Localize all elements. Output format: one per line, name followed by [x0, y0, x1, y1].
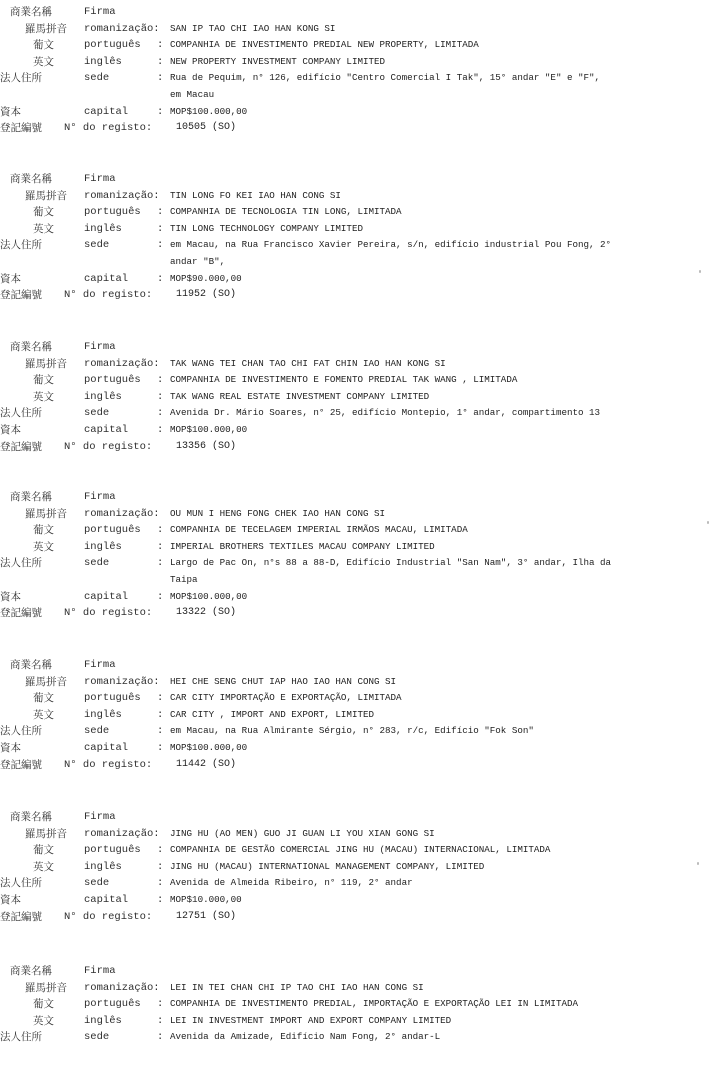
ingles-label-cjk: 英文 — [33, 860, 54, 873]
capital-label: capital — [84, 894, 129, 906]
colon: : — [157, 105, 164, 118]
romanizacao-value: HEI CHE SENG CHUT IAP HAO IAO HAN CONG SI — [170, 675, 397, 687]
capital-label-cjk: 資本 — [0, 590, 21, 603]
registo-row — [0, 909, 720, 925]
romanizacao-row — [0, 188, 720, 204]
romanizacao-label-cjk: 羅馬拼音 — [25, 22, 67, 35]
registo-value: 10505 (SO) — [176, 122, 237, 134]
ingles-row — [0, 539, 720, 555]
colon: : — [157, 524, 164, 537]
capital-label-cjk: 資本 — [0, 272, 21, 285]
capital-label-cjk: 資本 — [0, 894, 21, 906]
firma-row — [0, 489, 720, 505]
ingles-label: inglês — [84, 708, 122, 721]
colon: : — [157, 692, 164, 705]
sede-label-cjk: 法人住所 — [0, 407, 42, 420]
registo-label: N° do registo: — [64, 607, 153, 620]
romanizacao-label: romanização: — [84, 827, 160, 840]
romanizacao-label-cjk: 羅馬拼音 — [25, 827, 67, 840]
firma-label-cjk: 商業名稱 — [10, 491, 52, 503]
ingles-value: TAK WANG REAL ESTATE INVESTMENT COMPANY LIMITED — [170, 390, 430, 402]
sede-value: Avenida da Amizade, Edifício Nam Fong, 2° andar-L — [170, 1031, 441, 1043]
romanizacao-label-cjk: 羅馬拼音 — [25, 357, 67, 370]
ingles-value: NEW PROPERTY INVESTMENT COMPANY LIMITED — [170, 55, 386, 67]
colon: : — [157, 590, 164, 603]
sede-value-continued: andar "B", — [170, 256, 226, 267]
colon: : — [157, 39, 164, 52]
romanizacao-label: romanização: — [84, 507, 160, 520]
firma-label-cjk: 商業名稱 — [10, 173, 52, 185]
ingles-label: inglês — [84, 390, 122, 403]
ingles-value: IMPERIAL BROTHERS TEXTILES MACAU COMPANY LIMITED — [170, 540, 435, 552]
registo-value: 12751 (SO) — [176, 910, 237, 922]
portugues-label-cjk: 葡文 — [33, 39, 54, 52]
sede-label: sede — [84, 877, 110, 890]
registo-row — [0, 605, 720, 621]
portugues-row — [0, 842, 720, 858]
romanizacao-row — [0, 21, 720, 37]
colon: : — [157, 407, 164, 420]
capital-value: MOP$90.000,00 — [170, 272, 242, 284]
firma-row — [0, 171, 720, 187]
portugues-label-cjk: 葡文 — [33, 692, 54, 705]
sede-label: sede — [84, 557, 110, 570]
colon: : — [157, 877, 164, 890]
firma-row — [0, 963, 720, 979]
capital-value: MOP$10.000,00 — [170, 894, 242, 905]
romanizacao-value: SAN IP TAO CHI IAO HAN KONG SI — [170, 22, 336, 34]
romanizacao-label-cjk: 羅馬拼音 — [25, 981, 67, 994]
ingles-row — [0, 859, 720, 875]
portugues-value: COMPANHIA DE INVESTIMENTO PREDIAL NEW PROPERTY, LIMITADA — [170, 39, 479, 51]
sede-row — [0, 70, 720, 86]
colon: : — [157, 206, 164, 219]
capital-label-cjk: 資本 — [0, 742, 21, 754]
ingles-label: inglês — [84, 55, 122, 68]
registo-row — [0, 757, 720, 773]
portugues-value: COMPANHIA DE TECNOLOGIA TIN LONG, LIMITADA — [170, 206, 402, 218]
portugues-label: português — [84, 374, 141, 387]
ingles-value: JING HU (MACAU) INTERNATIONAL MANAGEMENT COMPANY, LIMITED — [170, 860, 485, 872]
ingles-label-cjk: 英文 — [33, 708, 54, 721]
sede-row — [0, 1029, 720, 1045]
portugues-row — [0, 690, 720, 706]
portugues-row — [0, 37, 720, 53]
scan-speck — [707, 521, 709, 524]
romanizacao-label: romanização: — [84, 357, 160, 370]
ingles-label: inglês — [84, 222, 122, 235]
portugues-value: COMPANHIA DE TECELAGEM IMPERIAL IRMÃOS MACAU, LIMITADA — [170, 524, 468, 536]
firma-label: Firma — [84, 491, 116, 503]
firma-label: Firma — [84, 965, 116, 977]
capital-label: capital — [84, 742, 129, 754]
registo-value: 11952 (SO) — [176, 289, 237, 301]
portugues-label: português — [84, 524, 141, 537]
sede-label-cjk: 法人住所 — [0, 725, 42, 738]
colon: : — [157, 1031, 164, 1044]
colon: : — [157, 239, 164, 252]
sede-row — [0, 555, 720, 571]
sede-continuation-row — [0, 254, 720, 270]
colon: : — [157, 390, 164, 403]
ingles-row — [0, 707, 720, 723]
ingles-value: TIN LONG TECHNOLOGY COMPANY LIMITED — [170, 222, 363, 234]
capital-row — [0, 104, 720, 120]
firma-label-cjk: 商業名稱 — [10, 341, 52, 353]
capital-value: MOP$100.000,00 — [170, 590, 248, 602]
registo-value: 11442 (SO) — [176, 758, 237, 770]
registo-label-cjk: 登記編號 — [0, 122, 42, 135]
sede-row — [0, 723, 720, 739]
registo-row — [0, 120, 720, 136]
romanizacao-value: TIN LONG FO KEI IAO HAN CONG SI — [170, 189, 341, 201]
sede-row — [0, 875, 720, 891]
romanizacao-row — [0, 980, 720, 996]
ingles-label: inglês — [84, 860, 122, 873]
ingles-value: LEI IN INVESTMENT IMPORT AND EXPORT COMPANY LIMITED — [170, 1014, 452, 1026]
firma-row — [0, 339, 720, 355]
ingles-label: inglês — [84, 540, 122, 553]
portugues-row — [0, 996, 720, 1012]
capital-value: MOP$100.000,00 — [170, 424, 248, 435]
firma-row — [0, 4, 720, 20]
ingles-label-cjk: 英文 — [33, 390, 54, 403]
registo-label: N° do registo: — [64, 440, 153, 453]
capital-label: capital — [84, 105, 129, 118]
romanizacao-row — [0, 674, 720, 690]
sede-row — [0, 237, 720, 253]
firma-label: Firma — [84, 173, 116, 185]
firma-label: Firma — [84, 659, 116, 671]
portugues-label-cjk: 葡文 — [33, 374, 54, 387]
registo-label: N° do registo: — [64, 910, 153, 923]
portugues-label: português — [84, 844, 141, 857]
portugues-label: português — [84, 692, 141, 705]
registo-label-cjk: 登記編號 — [0, 440, 42, 453]
registo-label-cjk: 登記編號 — [0, 607, 42, 620]
portugues-row — [0, 204, 720, 220]
sede-value: Rua de Pequim, n° 126, edifício "Centro Comercial I Tak", 15° andar "E" e "F", — [170, 72, 601, 84]
colon: : — [157, 540, 164, 553]
portugues-label: português — [84, 39, 141, 52]
capital-label: capital — [84, 590, 129, 603]
sede-label: sede — [84, 1031, 110, 1044]
portugues-label: português — [84, 206, 141, 219]
colon: : — [157, 55, 164, 68]
sede-label-cjk: 法人住所 — [0, 557, 42, 570]
capital-label: capital — [84, 424, 129, 436]
sede-label: sede — [84, 725, 110, 738]
firma-label-cjk: 商業名稱 — [10, 6, 52, 18]
colon: : — [157, 222, 164, 235]
sede-value-continued: em Macau — [170, 89, 215, 100]
capital-row — [0, 740, 720, 756]
colon: : — [157, 894, 164, 906]
ingles-label-cjk: 英文 — [33, 540, 54, 553]
capital-label-cjk: 資本 — [0, 105, 21, 118]
sede-label-cjk: 法人住所 — [0, 877, 42, 890]
firma-label: Firma — [84, 811, 116, 823]
ingles-label-cjk: 英文 — [33, 222, 54, 235]
romanizacao-value: LEI IN TEI CHAN CHI IP TAO CHI IAO HAN CONG SI — [170, 981, 424, 993]
colon: : — [157, 1014, 164, 1027]
registo-label: N° do registo: — [64, 122, 153, 135]
capital-row — [0, 589, 720, 605]
registo-label: N° do registo: — [64, 289, 153, 302]
portugues-label-cjk: 葡文 — [33, 998, 54, 1011]
firma-label-cjk: 商業名稱 — [10, 965, 52, 977]
registo-label: N° do registo: — [64, 758, 153, 771]
colon: : — [157, 860, 164, 873]
portugues-value: COMPANHIA DE INVESTIMENTO PREDIAL, IMPORTAÇÃO E EXPORTAÇÃO LEI IN LIMITADA — [170, 998, 578, 1010]
sede-label-cjk: 法人住所 — [0, 72, 42, 85]
romanizacao-row — [0, 356, 720, 372]
sede-value: Largo de Pac On, n°s 88 a 88-D, Edifício Industrial "San Nam", 3° andar, Ilha da — [170, 557, 612, 569]
sede-row — [0, 405, 720, 421]
romanizacao-value: JING HU (AO MEN) GUO JI GUAN LI YOU XIAN GONG SI — [170, 827, 435, 839]
ingles-label-cjk: 英文 — [33, 1014, 54, 1027]
sede-value: em Macau, na Rua Francisco Xavier Pereira, s/n, edifício industrial Pou Fong, 2° — [170, 239, 612, 251]
capital-row — [0, 892, 720, 908]
colon: : — [157, 374, 164, 387]
romanizacao-label-cjk: 羅馬拼音 — [25, 675, 67, 688]
firma-label: Firma — [84, 341, 116, 353]
ingles-row — [0, 1013, 720, 1029]
colon: : — [157, 424, 164, 436]
scan-speck — [699, 270, 701, 273]
sede-value: em Macau, na Rua Almirante Sérgio, n° 283, r/c, Edifício "Fok Son" — [170, 725, 534, 737]
colon: : — [157, 844, 164, 857]
colon: : — [157, 708, 164, 721]
ingles-row — [0, 221, 720, 237]
registo-row — [0, 287, 720, 303]
sede-label: sede — [84, 239, 110, 252]
portugues-label-cjk: 葡文 — [33, 844, 54, 857]
portugues-row — [0, 372, 720, 388]
sede-label: sede — [84, 407, 110, 420]
ingles-row — [0, 389, 720, 405]
capital-label-cjk: 資本 — [0, 424, 21, 436]
ingles-label: inglês — [84, 1014, 122, 1027]
registo-value: 13322 (SO) — [176, 607, 237, 619]
capital-label: capital — [84, 272, 129, 285]
portugues-value: CAR CITY IMPORTAÇÃO E EXPORTAÇÃO, LIMITADA — [170, 692, 402, 704]
sede-continuation-row — [0, 87, 720, 103]
colon: : — [157, 742, 164, 754]
registo-label-cjk: 登記編號 — [0, 758, 42, 771]
portugues-row — [0, 522, 720, 538]
portugues-value: COMPANHIA DE GESTÃO COMERCIAL JING HU (MACAU) INTERNACIONAL, LIMITADA — [170, 844, 551, 856]
romanizacao-label: romanização: — [84, 981, 160, 994]
romanizacao-label: romanização: — [84, 22, 160, 35]
sede-value: Avenida de Almeida Ribeiro, n° 119, 2° andar — [170, 877, 413, 889]
firma-row — [0, 809, 720, 825]
registo-row — [0, 439, 720, 455]
colon: : — [157, 725, 164, 738]
romanizacao-label-cjk: 羅馬拼音 — [25, 189, 67, 202]
ingles-row — [0, 54, 720, 70]
firma-row — [0, 657, 720, 673]
registo-value: 13356 (SO) — [176, 440, 237, 452]
ingles-label-cjk: 英文 — [33, 55, 54, 68]
romanizacao-label-cjk: 羅馬拼音 — [25, 507, 67, 520]
firma-label: Firma — [84, 6, 116, 18]
capital-row — [0, 422, 720, 438]
colon: : — [157, 72, 164, 85]
registo-label-cjk: 登記編號 — [0, 289, 42, 302]
sede-value: Avenida Dr. Mário Soares, n° 25, edifício Montepio, 1° andar, compartimento 13 — [170, 407, 601, 419]
romanizacao-row — [0, 826, 720, 842]
sede-value-continued: Taipa — [170, 574, 198, 585]
capital-value: MOP$100.000,00 — [170, 105, 248, 117]
romanizacao-label: romanização: — [84, 675, 160, 688]
colon: : — [157, 557, 164, 570]
sede-continuation-row — [0, 572, 720, 588]
colon: : — [157, 272, 164, 285]
sede-label-cjk: 法人住所 — [0, 1031, 42, 1044]
capital-value: MOP$100.000,00 — [170, 742, 248, 753]
portugues-label: português — [84, 998, 141, 1011]
portugues-label-cjk: 葡文 — [33, 206, 54, 219]
firma-label-cjk: 商業名稱 — [10, 811, 52, 823]
romanizacao-label: romanização: — [84, 189, 160, 202]
romanizacao-row — [0, 506, 720, 522]
portugues-value: COMPANHIA DE INVESTIMENTO E FOMENTO PREDIAL TAK WANG , LIMITADA — [170, 374, 518, 386]
portugues-label-cjk: 葡文 — [33, 524, 54, 537]
firma-label-cjk: 商業名稱 — [10, 659, 52, 671]
sede-label-cjk: 法人住所 — [0, 239, 42, 252]
romanizacao-value: TAK WANG TEI CHAN TAO CHI FAT CHIN IAO HAN KONG SI — [170, 357, 446, 369]
ingles-value: CAR CITY , IMPORT AND EXPORT, LIMITED — [170, 708, 374, 720]
registo-label-cjk: 登記編號 — [0, 910, 42, 923]
sede-label: sede — [84, 72, 110, 85]
colon: : — [157, 998, 164, 1011]
capital-row — [0, 271, 720, 287]
romanizacao-value: OU MUN I HENG FONG CHEK IAO HAN CONG SI — [170, 507, 386, 519]
scan-speck — [697, 862, 699, 865]
